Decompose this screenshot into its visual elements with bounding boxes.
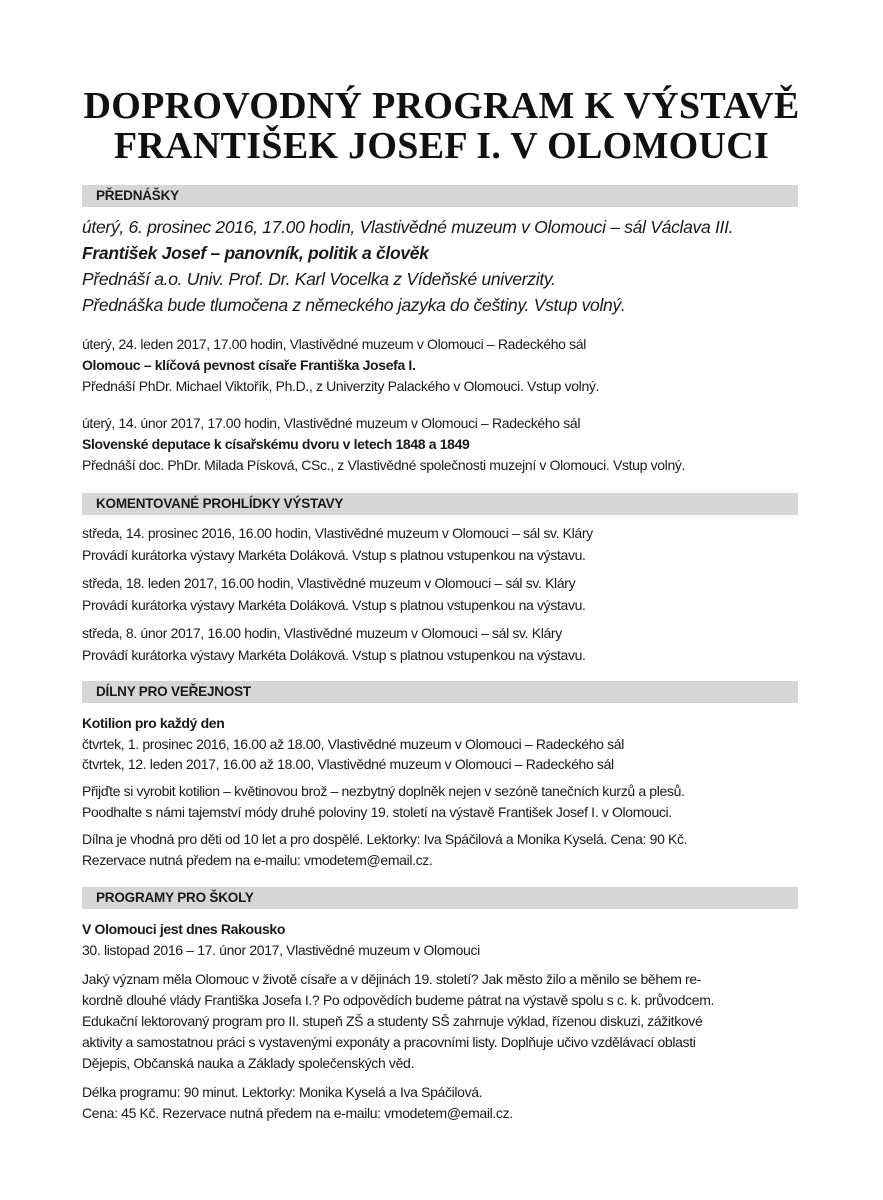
document-title-line-2: FRANTIŠEK JOSEF I. V OLOMOUCI [113, 125, 770, 167]
school-program-info-1: Délka programu: 90 minut. Lektorky: Monika Kyselá a Iva Spáčilová. [82, 1084, 483, 1100]
lecture-2-when: úterý, 24. leden 2017, 17.00 hodin, Vlastivědné muzeum v Olomouci – Radeckého sál [82, 336, 586, 352]
lecture-1-when: úterý, 6. prosinec 2016, 17.00 hodin, Vlastivědné muzeum v Olomouci – sál Václava III. [82, 217, 734, 237]
school-program-title: V Olomouci jest dnes Rakousko [82, 921, 286, 937]
tour-1-guide: Provádí kurátorka výstavy Markéta Doláková. Vstup s platnou vstupenkou na výstavu. [82, 547, 586, 563]
tour-2-when: středa, 18. leden 2017, 16.00 hodin, Vlastivědné muzeum v Olomouci – sál sv. Kláry [82, 575, 576, 591]
school-program-line-3: Edukační lektorovaný program pro II. stupeň ZŠ a studenty SŠ zahrnuje výklad, řízenou diskuzi, zážitkové [82, 1013, 703, 1029]
tour-1-when: středa, 14. prosinec 2016, 16.00 hodin, Vlastivědné muzeum v Olomouci – sál sv. Kláry [82, 525, 593, 541]
lecture-1-note: Přednáška bude tlumočena z německého jazyka do češtiny. Vstup volný. [82, 295, 626, 315]
workshop-description-2: Poodhalte s námi tajemství módy druhé poloviny 19. století na výstavě František Josef I. v Olomouci. [82, 804, 672, 820]
school-program-info-2: Cena: 45 Kč. Rezervace nutná předem na e-mailu: vmodetem@email.cz. [82, 1105, 513, 1121]
school-program-line-4: aktivity a samostatnou práci s vystavenými exponáty a pracovními listy. Doplňuje učivo vzdělávací oblasti [82, 1034, 696, 1050]
lecture-1-title: František Josef – panovník, politik a člověk [82, 243, 429, 263]
tour-3-guide: Provádí kurátorka výstavy Markéta Doláková. Vstup s platnou vstupenkou na výstavu. [82, 647, 586, 663]
workshop-description-1: Přijďte si vyrobit kotilion – květinovou brož – nezbytný doplněk nejen v sezóně tanečních kurzů a plesů. [82, 783, 685, 799]
section-heading-tours: KOMENTOVANÉ PROHLÍDKY VÝSTAVY [82, 493, 798, 515]
section-heading-schools: PROGRAMY PRO ŠKOLY [82, 887, 798, 909]
lecture-2-title: Olomouc – klíčová pevnost císaře Františka Josefa I. [82, 357, 416, 373]
document-title-line-1: DOPROVODNÝ PROGRAM K VÝSTAVĚ [83, 85, 800, 127]
workshop-title: Kotilion pro každý den [82, 715, 225, 731]
school-program-line-5: Dějepis, Občanská nauka a Základy společenských věd. [82, 1055, 414, 1071]
school-program-line-2: kordně dlouhé vlády Františka Josefa I.? Po odpovědích budeme pátrat na výstavě spolu s c. k. průvodcem. [82, 992, 715, 1008]
workshop-date-1: čtvrtek, 1. prosinec 2016, 16.00 až 18.00, Vlastivědné muzeum v Olomouci – Radeckého sál [82, 736, 624, 752]
lecture-3-title: Slovenské deputace k císařskému dvoru v letech 1848 a 1849 [82, 436, 470, 452]
workshop-date-2: čtvrtek, 12. leden 2017, 16.00 až 18.00, Vlastivědné muzeum v Olomouci – Radeckého sál [82, 756, 614, 772]
tour-2-guide: Provádí kurátorka výstavy Markéta Doláková. Vstup s platnou vstupenkou na výstavu. [82, 597, 586, 613]
lecture-2-speaker: Přednáší PhDr. Michael Viktořík, Ph.D., z Univerzity Palackého v Olomouci. Vstup volný. [82, 378, 600, 394]
section-heading-lectures: PŘEDNÁŠKY [82, 185, 798, 207]
lecture-3-speaker: Přednáší doc. PhDr. Milada Písková, CSc., z Vlastivědné společnosti muzejní v Olomouci. Vstup volný. [82, 457, 686, 473]
lecture-3-when: úterý, 14. únor 2017, 17.00 hodin, Vlastivědné muzeum v Olomouci – Radeckého sál [82, 415, 581, 431]
workshop-info-2: Rezervace nutná předem na e-mailu: vmodetem@email.cz. [82, 852, 433, 868]
tour-3-when: středa, 8. únor 2017, 16.00 hodin, Vlastivědné muzeum v Olomouci – sál sv. Kláry [82, 625, 562, 641]
workshop-info-1: Dílna je vhodná pro děti od 10 let a pro dospělé. Lektorky: Iva Spáčilová a Monika Kyselá. Cena: 90 Kč. [82, 831, 688, 847]
school-program-line-1: Jaký význam měla Olomouc v životě císaře a v dějinách 19. století? Jak město žilo a měnilo se během re- [82, 971, 702, 987]
school-program-when: 30. listopad 2016 – 17. únor 2017, Vlastivědné muzeum v Olomouci [82, 942, 480, 958]
section-heading-workshops: DÍLNY PRO VEŘEJNOST [82, 681, 798, 703]
lecture-1-speaker: Přednáší a.o. Univ. Prof. Dr. Karl Vocelka z Vídeňské univerzity. [82, 269, 556, 289]
